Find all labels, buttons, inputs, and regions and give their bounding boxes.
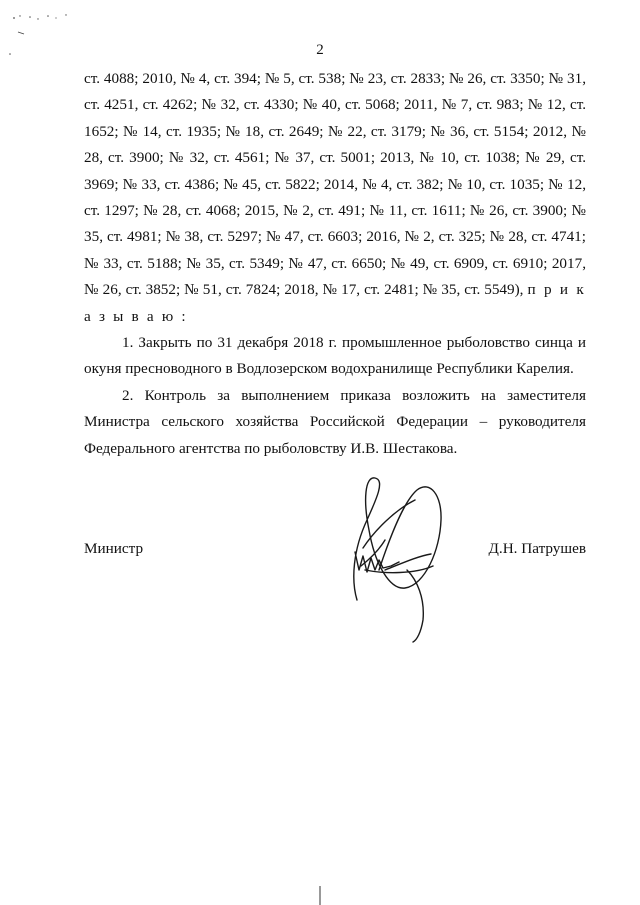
order-item-1: 1. Закрыть по 31 декабря 2018 г. промышленное рыболовство синца и окуня пресноводного в Водлозерском водохранилище Республики Карелия. [84, 334, 586, 378]
page-number: 2 [316, 42, 324, 58]
scan-artifact-marks [8, 10, 78, 70]
signature-block [84, 540, 586, 564]
legal-references-paragraph [84, 66, 586, 330]
signer-title: Министр [84, 540, 144, 557]
legal-references-text: ст. 4088; 2010, № 4, ст. 394; № 5, ст. 538; № 23, ст. 2833; № 26, ст. 3350; № 31, ст. 4251, ст. 4262; № 32, ст. 4330; № 40, ст. 5068; 2011, № 7, ст. 983; № 12, ст. 1652; № 14, ст. 1935; № 18, ст. 2649; № 22, ст. 3179; № 36, ст. 5154; 2012, № 28, ст. 3900; № 32, ст. 4561; № 37, ст. 5001; 2013, № 10, ст. 1038; № 29, ст. 3969; № 33, ст. 4386; № 45, ст. 5822; 2014, № 4, ст. 382; № 10, ст. 1035; № 12, ст. 1297; № 28, ст. 4068; 2015, № 2, ст. 491; № 11, ст. 1611; № 26, ст. 3900; № 35, ст. 4981; № 38, ст. 5297; № 47, ст. 6603; 2016, № 2, ст. 325; № 28, ст. 4741; № 33, ст. 5188; № 35, ст. 5349; № 47, ст. 6650; № 49, ст. 6909, ст. 6910; 2017, № 26, ст. 3852; № 51, ст. 7824; 2018, № 17, ст. 2481; № 35, ст. 5549), [84, 70, 586, 299]
scan-edge-mark [319, 886, 321, 905]
order-word: п р и к а з ы в а ю : [84, 281, 586, 325]
order-item-2: 2. Контроль за выполнением приказа возложить на заместителя Министра сельского хозяйства Российской Федерации – руководителя Федерального агентства по рыболовству И.В. Шестакова. [84, 386, 586, 457]
signer-name: Д.Н. Патрушев [488, 540, 586, 557]
document-body [84, 66, 586, 462]
handwritten-signature [345, 470, 455, 645]
